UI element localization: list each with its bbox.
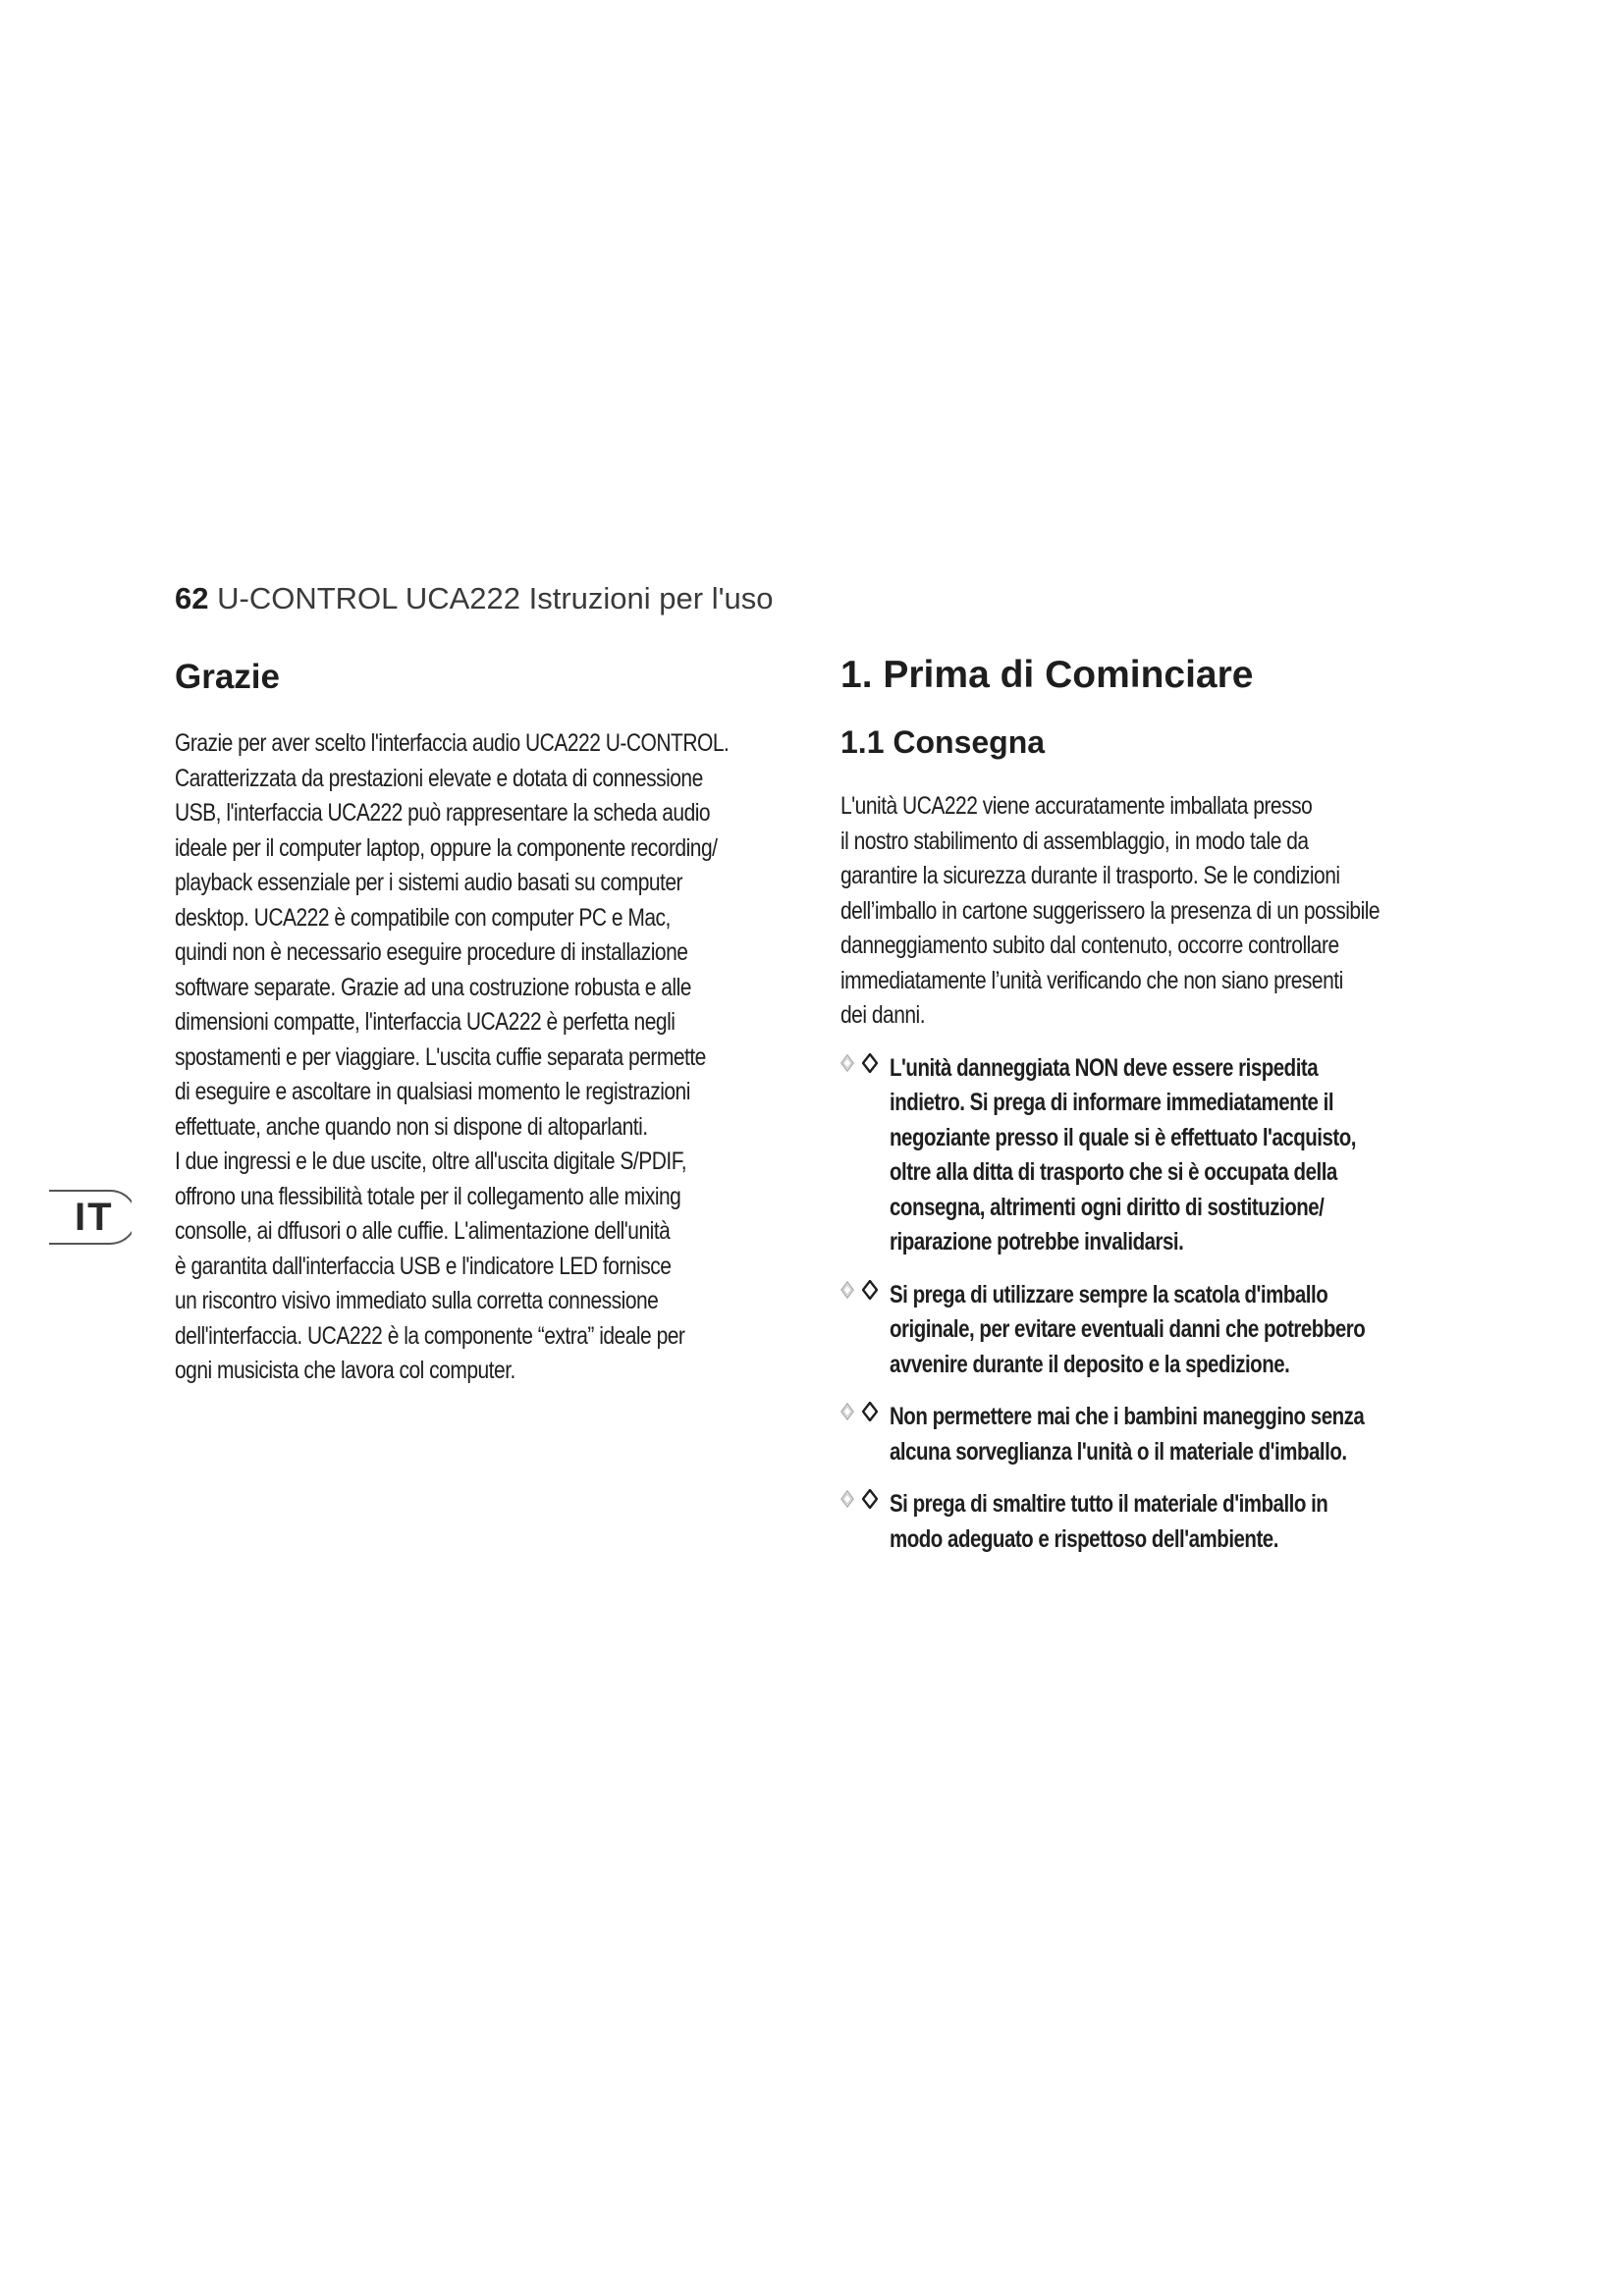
warning-item: [840, 1278, 1469, 1383]
language-tab: [49, 1190, 132, 1245]
warning-bullets: [840, 1489, 890, 1509]
diamond-icon: [862, 1402, 878, 1421]
text-line: desktop. UCA222 è compatibile con computer PC e Mac,: [175, 903, 671, 932]
warning-line: alcuna sorveglianza l'unità o il materiale d'imballo.: [890, 1437, 1347, 1466]
warning-item: [840, 1487, 1469, 1557]
heading-grazie: Grazie: [175, 658, 280, 696]
text-line: L'unità UCA222 viene accuratamente imballata presso: [840, 792, 1313, 820]
warning-list: [840, 1051, 1469, 1558]
page-header: [175, 581, 774, 616]
text-line: offrono una flessibilità totale per il collegamento alle mixing: [175, 1182, 681, 1210]
text-line: I due ingressi e le due uscite, oltre all'uscita digitale S/PDIF,: [175, 1148, 687, 1175]
diamond-icon: [862, 1489, 878, 1509]
right-column: [840, 652, 1469, 1575]
delivery-paragraph: [840, 789, 1469, 1034]
text-line: Grazie per aver scelto l'interfaccia audio UCA222 U-CONTROL.: [175, 729, 730, 757]
text-line: ideale per il computer laptop, oppure la componente recording/: [175, 833, 718, 862]
text-line: ogni musicista che lavora col computer.: [175, 1357, 515, 1384]
warning-line: consegna, altrimenti ogni diritto di sostituzione/: [890, 1193, 1325, 1221]
warning-line: L'unità danneggiata NON deve essere rispedita: [890, 1053, 1319, 1082]
text-line: effettuate, anche quando non si dispone di altoparlanti.: [175, 1112, 648, 1141]
warning-line: modo adeguato e rispettoso dell'ambiente.: [890, 1524, 1278, 1553]
left-column: [175, 656, 813, 1389]
light-diamond-icon: [840, 1281, 854, 1299]
intro-paragraph: [175, 726, 813, 1389]
text-line: dell’imballo in cartone suggerissero la presenza di un possibile: [840, 896, 1380, 925]
text-line: quindi non è necessario eseguire procedure di installazione: [175, 938, 688, 966]
warning-line: indietro. Si prega di informare immediatamente il: [890, 1089, 1334, 1116]
text-line: playback essenziale per i sistemi audio basati su computer: [175, 869, 683, 896]
text-line: dell'interfaccia. UCA222 è la componente “extra” ideale per: [175, 1321, 685, 1350]
text-line: dei danni.: [840, 1001, 926, 1029]
text-line: immediatamente l’unità verificando che non siano presenti: [840, 966, 1343, 994]
page-number: 62: [175, 581, 209, 615]
text-line: dimensioni compatte, l'interfaccia UCA222 è perfetta negli: [175, 1008, 676, 1036]
text-line: garantire la sicurezza durante il trasporto. Se le condizioni: [840, 862, 1340, 889]
text-line: software separate. Grazie ad una costruzione robusta e alle: [175, 973, 691, 1001]
warning-item: [840, 1400, 1469, 1469]
warning-line: negoziante presso il quale si è effettuato l'acquisto,: [890, 1123, 1356, 1151]
warning-bullets: [840, 1053, 890, 1073]
light-diamond-icon: [840, 1490, 854, 1508]
text-line: Caratterizzata da prestazioni elevate e dotata di connessione: [175, 764, 703, 792]
light-diamond-icon: [840, 1403, 854, 1420]
warning-line: Non permettere mai che i bambini maneggino senza: [890, 1403, 1365, 1430]
warning-line: Si prega di smaltire tutto il materiale d'imballo in: [890, 1490, 1328, 1518]
language-code: IT: [75, 1196, 114, 1239]
warning-item: [840, 1051, 1469, 1260]
text-line: spostamenti e per viaggiare. L'uscita cuffie separata permette: [175, 1042, 706, 1071]
warning-line: originale, per evitare eventuali danni che potrebbero: [890, 1315, 1366, 1343]
warning-line: avvenire durante il deposito e la spedizione.: [890, 1350, 1290, 1378]
text-line: un riscontro visivo immediato sulla corretta connessione: [175, 1287, 659, 1314]
warning-line: oltre alla ditta di trasporto che si è occupata della: [890, 1158, 1337, 1186]
text-line: di eseguire e ascoltare in qualsiasi momento le registrazioni: [175, 1078, 690, 1105]
diamond-icon: [862, 1280, 878, 1300]
text-line: USB, l'interfaccia UCA222 può rappresentare la scheda audio: [175, 799, 711, 827]
warning-bullets: [840, 1402, 890, 1421]
diamond-icon: [862, 1053, 878, 1073]
warning-line: Si prega di utilizzare sempre la scatola d'imballo: [890, 1280, 1328, 1308]
warning-bullets: [840, 1280, 890, 1300]
text-line: danneggiamento subito dal contenuto, occorre controllare: [840, 932, 1339, 959]
document-title: U-CONTROL UCA222 Istruzioni per l'uso: [217, 581, 774, 615]
text-line: il nostro stabilimento di assemblaggio, in modo tale da: [840, 827, 1309, 855]
text-line: è garantita dall'interfaccia USB e l'indicatore LED fornisce: [175, 1252, 672, 1280]
section-heading: 1.1 Consegna: [840, 724, 1046, 760]
text-line: consolle, ai dffusori o alle cuffie. L'alimentazione dell'unità: [175, 1217, 671, 1245]
light-diamond-icon: [840, 1054, 854, 1072]
warning-line: riparazione potrebbe invalidarsi.: [890, 1228, 1184, 1255]
chapter-heading: 1. Prima di Cominciare: [840, 654, 1254, 696]
